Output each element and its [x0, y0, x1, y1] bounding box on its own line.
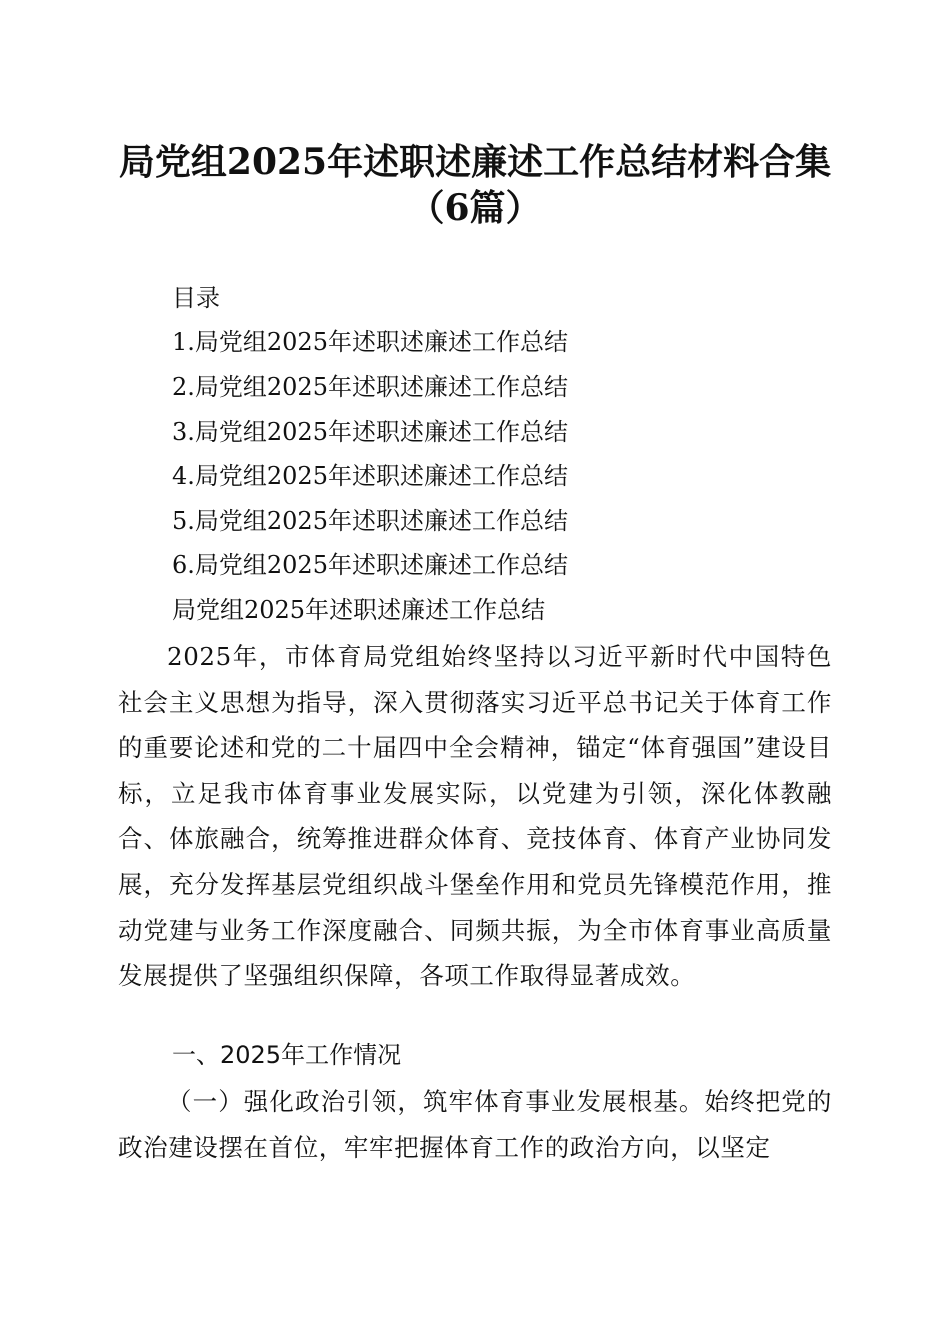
section-heading: 一、2025年工作情况: [172, 1041, 402, 1069]
toc-item-5: 5.局党组2025年述职述廉述工作总结: [172, 507, 568, 535]
toc-item-6: 6.局党组2025年述职述廉述工作总结: [172, 551, 568, 579]
intro-paragraph: 2025年，市体育局党组始终坚持以习近平新时代中国特色社会主义思想为指导，深入贯彻落实习近平总书记关于体育工作的重要论述和党的二十届四中全会精神，锚定“体育强国”建设目标，立足我市体育事业发展实际，以党建为引领，深化体教融合、体旅融合，统筹推进群众体育、竞技体育、体育产业协同发展，充分发挥基层党组织战斗堡垒作用和党员先锋模范作用，推动党建与业务工作深度融合、同频共振，为全市体育事业高质量发展提供了坚强组织保障，各项工作取得显著成效。: [118, 642, 832, 991]
toc-item-3: 3.局党组2025年述职述廉述工作总结: [172, 418, 568, 446]
toc-item-4: 4.局党组2025年述职述廉述工作总结: [172, 462, 568, 490]
document-title: 局党组2025年述职述廉述工作总结材料合集: [118, 141, 832, 183]
section-paragraph: （一）强化政治引领，筑牢体育事业发展根基。始终把党的政治建设摆在首位，牢牢把握体育工作的政治方向，以坚定: [118, 1087, 832, 1162]
toc-heading: 目录: [172, 284, 220, 312]
toc-item-2: 2.局党组2025年述职述廉述工作总结: [172, 373, 568, 401]
toc-item-1: 1.局党组2025年述职述廉述工作总结: [172, 328, 568, 356]
article-title: 局党组2025年述职述廉述工作总结: [172, 596, 546, 624]
document-title-count: （6篇）: [408, 187, 542, 229]
